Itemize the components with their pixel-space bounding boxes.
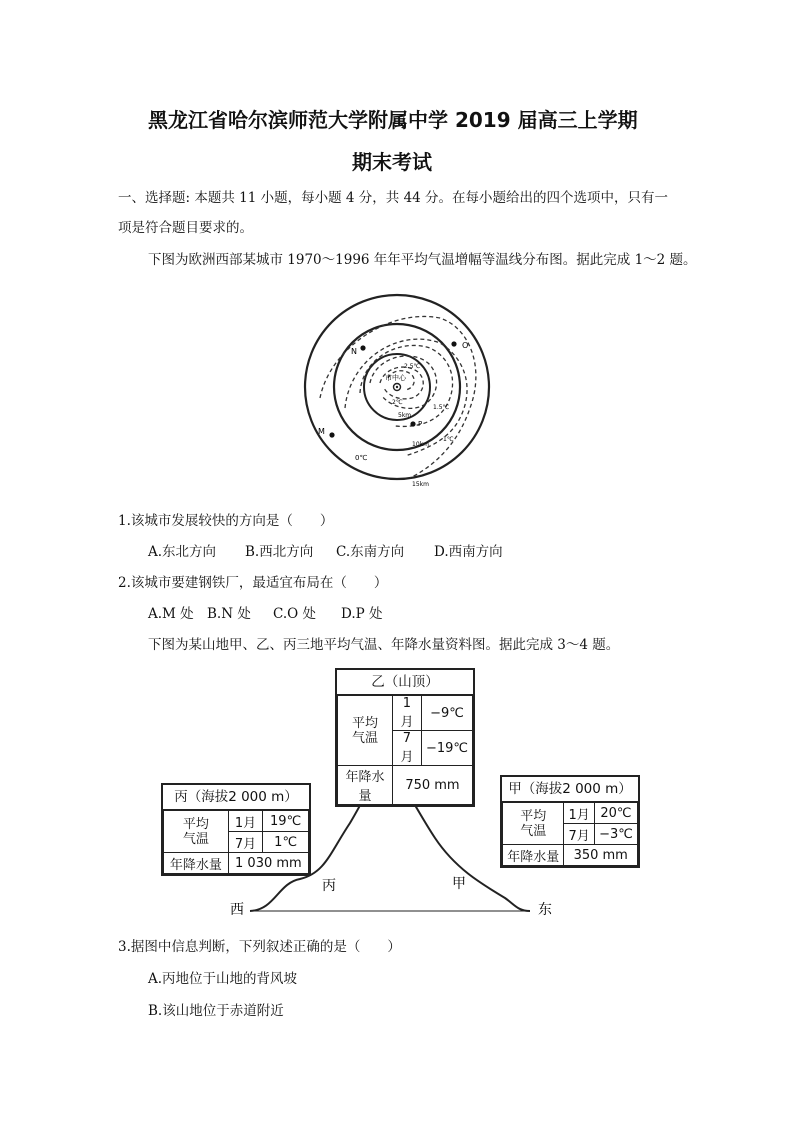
table-jia-jan-value: 20℃ [594, 803, 637, 824]
mountain-climate-figure [150, 668, 640, 918]
label-5km: 5km [398, 412, 412, 419]
table-yi-precip-value: 750 mm [392, 766, 472, 805]
label-iso-1: 1℃ [443, 436, 454, 443]
label-iso-2-5: 2.5℃ [404, 363, 421, 370]
table-bing-temp-label-2: 气温 [182, 831, 209, 847]
table-jia-temp-label-2: 气温 [520, 823, 547, 839]
table-bing-header: 丙（海拔2 000 m） [163, 785, 309, 810]
question-stem-1-2: 下图为欧洲西部某城市 1970～1996 年年平均气温增幅等温线分布图。据此完成 1～2 题。 [148, 252, 697, 268]
q1-option-a[interactable]: A.东北方向 [148, 544, 217, 560]
table-yi-jan: 1月 [392, 696, 421, 731]
section-intro-line-1: 一、选择题: 本题共 11 小题，每小题 4 分，共 44 分。在每小题给出的四个选项中，只有一 [118, 190, 669, 206]
table-bing-temp-label-1: 平均 [182, 816, 209, 832]
q2-option-d[interactable]: D.P 处 [341, 606, 383, 622]
point-N [360, 345, 365, 350]
table-jia-jan: 1月 [564, 803, 594, 824]
table-jia-jul-value: −3℃ [594, 824, 637, 845]
isotherm-0 [320, 316, 476, 478]
label-M: M [318, 427, 325, 436]
question-3-stem: 3.据图中信息判断，下列叙述正确的是（ ） [118, 939, 401, 955]
table-yi-jul: 7月 [392, 731, 421, 766]
table-bing-jul: 7月 [228, 832, 263, 853]
q1-option-b[interactable]: B.西北方向 [245, 544, 314, 560]
q3-option-a[interactable]: A.丙地位于山地的背风坡 [148, 971, 298, 987]
question-stem-3-4: 下图为某山地甲、乙、丙三地平均气温、年降水量资料图。据此完成 3～4 题。 [148, 637, 620, 653]
point-P [410, 421, 415, 426]
label-bing: 丙 [322, 878, 336, 894]
table-yi-jan-value: −9℃ [421, 696, 472, 731]
label-15km: 15km [412, 481, 429, 488]
point-M [329, 432, 334, 437]
table-yi-temp-label-1: 平均 [351, 715, 378, 731]
table-bing-precip-label: 年降水量 [164, 853, 229, 874]
label-west: 西 [230, 902, 244, 918]
q2-option-c[interactable]: C.O 处 [273, 606, 316, 622]
table-bing-jan-value: 19℃ [263, 811, 309, 832]
label-N: N [351, 347, 357, 356]
table-jia-header: 甲（海拔2 000 m） [502, 777, 638, 802]
q2-option-a[interactable]: A.M 处 [148, 606, 194, 622]
label-iso-0: 0℃ [355, 454, 368, 462]
table-jia-jul: 7月 [564, 824, 594, 845]
q2-option-b[interactable]: B.N 处 [207, 606, 251, 622]
table-yi-header: 乙（山顶） [337, 670, 473, 695]
title-line-1: 黑龙江省哈尔滨师范大学附属中学 2019 届高三上学期 [148, 108, 638, 132]
table-yi-temp-label-2: 气温 [351, 730, 378, 746]
table-bing-jan: 1月 [228, 811, 263, 832]
label-P: P [418, 420, 423, 428]
isotherm-map [300, 288, 500, 493]
isotherm-2 [380, 367, 423, 399]
question-1-stem: 1.该城市发展较快的方向是（ ） [118, 513, 334, 529]
table-yi-jul-value: −19℃ [421, 731, 472, 766]
label-O: O [462, 341, 469, 350]
section-intro-line-2: 项是符合题目要求的。 [118, 220, 253, 236]
q1-option-c[interactable]: C.东南方向 [336, 544, 405, 560]
label-10km: 10km [412, 441, 429, 448]
label-iso-1-5: 1.5℃ [433, 404, 450, 411]
table-bing [161, 783, 311, 876]
label-iso-2: 2℃ [392, 399, 403, 406]
table-jia-temp-label-1: 平均 [520, 808, 547, 824]
table-yi [335, 668, 475, 807]
table-bing-precip-value: 1 030 mm [228, 853, 308, 874]
question-2-stem: 2.该城市要建钢铁厂，最适宜布局在（ ） [118, 575, 388, 591]
q1-option-d[interactable]: D.西南方向 [434, 544, 503, 560]
isotherm-map-figure [300, 288, 500, 493]
title-line-2: 期末考试 [352, 150, 432, 174]
table-yi-precip-label: 年降水量 [338, 766, 393, 805]
point-O [451, 341, 456, 346]
label-jia: 甲 [452, 876, 466, 892]
label-city-center: 市中心 [385, 374, 406, 382]
table-jia-precip-label: 年降水量 [503, 845, 564, 866]
table-bing-jul-value: 1℃ [263, 832, 309, 853]
table-jia-precip-value: 350 mm [564, 845, 638, 866]
q3-option-b[interactable]: B.该山地位于赤道附近 [148, 1003, 284, 1019]
table-jia [500, 775, 640, 868]
label-east: 东 [538, 902, 552, 918]
